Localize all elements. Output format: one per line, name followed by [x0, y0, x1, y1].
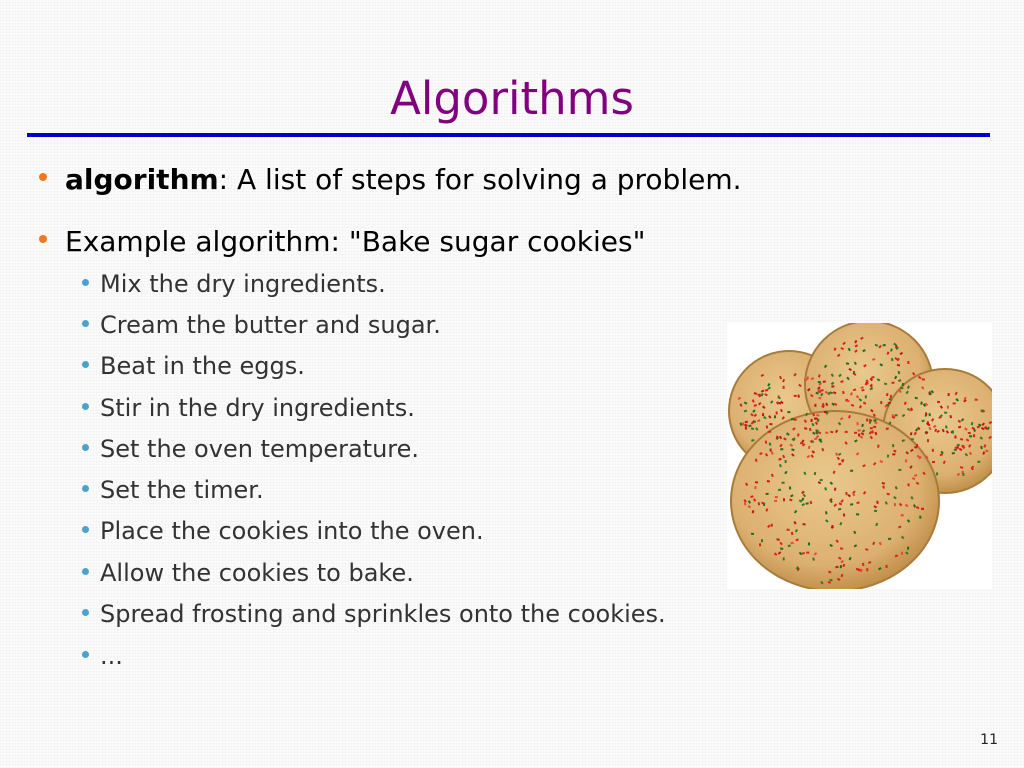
sprinkle — [783, 498, 785, 501]
sprinkle — [819, 439, 822, 441]
sprinkle — [806, 552, 809, 554]
sprinkle — [820, 479, 823, 481]
step-item — [82, 475, 264, 505]
sub-bullet-dot — [82, 361, 89, 368]
sprinkle — [977, 461, 980, 463]
sprinkle — [880, 401, 882, 404]
cookie-image — [727, 323, 992, 589]
sprinkle — [762, 413, 764, 416]
sprinkle — [767, 480, 770, 482]
step-item — [82, 641, 123, 671]
sprinkle — [825, 432, 828, 434]
sprinkle — [892, 444, 894, 447]
sprinkle — [874, 510, 877, 512]
sprinkle — [776, 436, 778, 439]
sprinkle — [968, 432, 971, 434]
sprinkle — [954, 435, 956, 438]
sprinkle — [890, 395, 892, 398]
sprinkle — [856, 568, 859, 570]
sprinkle — [854, 432, 857, 434]
slide-title: Algorithms — [390, 72, 634, 125]
step-item — [82, 393, 415, 423]
sprinkle — [870, 427, 873, 429]
sprinkle — [785, 460, 787, 463]
sprinkle — [858, 433, 860, 436]
sprinkle — [866, 568, 868, 571]
sprinkle — [791, 418, 794, 420]
sprinkle — [794, 395, 797, 397]
sprinkle — [975, 399, 978, 401]
step-item — [82, 351, 305, 381]
term-bold: algorithm — [65, 163, 219, 196]
sprinkle — [907, 483, 909, 486]
bullet-definition — [39, 162, 742, 198]
sub-bullet-dot — [82, 403, 89, 410]
sprinkle — [973, 434, 975, 437]
sprinkle — [814, 417, 817, 419]
sprinkle — [814, 404, 816, 407]
sprinkle — [927, 439, 929, 442]
sprinkle — [920, 402, 922, 405]
sprinkle — [840, 565, 842, 568]
sprinkle — [907, 361, 909, 364]
sprinkle — [818, 381, 821, 383]
step-text: Allow the cookies to bake. — [100, 559, 414, 587]
sprinkle — [787, 411, 790, 413]
sprinkle — [787, 529, 790, 531]
sprinkle — [755, 459, 757, 462]
sprinkle — [891, 382, 894, 384]
sprinkle — [850, 470, 853, 472]
sprinkle — [834, 488, 836, 491]
sprinkle — [858, 429, 861, 431]
sprinkle — [782, 482, 785, 484]
sprinkle — [869, 421, 871, 424]
sprinkle — [857, 422, 859, 425]
sprinkle — [894, 414, 897, 416]
sprinkle — [969, 435, 972, 437]
sprinkle — [900, 387, 903, 389]
sprinkle — [865, 395, 867, 398]
sprinkle — [948, 393, 950, 396]
step-item — [82, 310, 441, 340]
sprinkle — [850, 503, 853, 505]
cookie-front — [731, 411, 939, 589]
sprinkle — [766, 493, 769, 495]
sprinkle — [757, 394, 760, 396]
sub-bullet-dot — [82, 279, 89, 286]
example-text: Example algorithm: "Bake sugar cookies" — [65, 225, 646, 258]
sprinkle — [886, 565, 888, 568]
sprinkle — [810, 419, 812, 422]
sprinkle — [761, 539, 763, 542]
sprinkle — [770, 449, 772, 452]
sprinkle — [751, 533, 754, 535]
sprinkle — [780, 548, 783, 550]
sprinkle — [871, 430, 873, 433]
bullet-example — [39, 224, 645, 260]
sprinkle — [783, 557, 785, 560]
sprinkle — [925, 412, 927, 415]
sprinkle — [742, 422, 744, 425]
sprinkle — [929, 413, 931, 416]
step-item — [82, 269, 386, 299]
sprinkle — [932, 449, 934, 452]
sprinkle — [952, 452, 955, 454]
step-item — [82, 516, 484, 546]
sprinkle — [914, 446, 917, 448]
sprinkle — [892, 453, 895, 455]
sprinkle — [780, 448, 783, 450]
step-text: Stir in the dry ingredients. — [100, 394, 415, 422]
step-item — [82, 558, 414, 588]
sprinkle — [774, 500, 777, 502]
sub-bullet-dot — [82, 485, 89, 492]
sprinkle — [769, 423, 772, 425]
sprinkle — [775, 496, 778, 498]
step-text: Mix the dry ingredients. — [100, 270, 386, 298]
definition-text: : A list of steps for solving a problem. — [218, 163, 742, 196]
sprinkle — [898, 469, 901, 471]
step-text: ... — [100, 642, 123, 670]
sprinkle — [953, 402, 956, 404]
sprinkle — [808, 542, 810, 545]
step-text: Set the oven temperature. — [100, 435, 420, 463]
sprinkle — [905, 459, 907, 462]
sprinkle — [744, 502, 746, 505]
sprinkle — [873, 426, 876, 428]
sprinkle — [847, 400, 850, 402]
sprinkle — [783, 386, 785, 389]
sprinkle — [883, 344, 886, 346]
sprinkle — [856, 513, 859, 515]
sprinkle — [901, 552, 903, 555]
sprinkle — [932, 461, 935, 463]
bullet-dot — [39, 235, 47, 243]
step-text: Place the cookies into the oven. — [100, 517, 484, 545]
sprinkle — [947, 406, 949, 409]
sprinkle — [811, 441, 814, 443]
sprinkle — [754, 486, 756, 489]
sprinkle — [866, 419, 868, 422]
step-text: Set the timer. — [100, 476, 264, 504]
sprinkle — [759, 543, 761, 546]
sprinkle — [888, 538, 891, 540]
page-number: 11 — [980, 732, 998, 748]
step-item — [82, 434, 419, 464]
sprinkle — [776, 411, 778, 414]
sub-bullet-dot — [82, 526, 89, 533]
sprinkle — [845, 431, 848, 433]
sprinkle — [937, 401, 940, 403]
sub-bullet-dot — [82, 651, 89, 658]
sub-bullet-dot — [82, 320, 89, 327]
sprinkle — [789, 486, 791, 489]
sprinkle — [894, 503, 896, 506]
sprinkle — [944, 412, 947, 414]
title-divider — [27, 133, 990, 137]
step-text: Spread frosting and sprinkles onto the cookies. — [100, 600, 666, 628]
sub-bullet-dot — [82, 568, 89, 575]
bullet-dot — [39, 173, 47, 181]
sprinkle — [771, 524, 773, 527]
step-text: Cream the butter and sugar. — [100, 311, 441, 339]
sub-bullet-dot — [82, 444, 89, 451]
sprinkle — [820, 389, 823, 391]
sprinkle — [911, 438, 914, 440]
step-item — [82, 599, 666, 629]
step-text: Beat in the eggs. — [100, 352, 305, 380]
sprinkle — [919, 516, 921, 519]
sprinkle — [873, 419, 876, 421]
sprinkle — [794, 419, 797, 421]
sprinkle — [952, 430, 954, 433]
sub-bullet-dot — [82, 609, 89, 616]
sprinkle — [887, 454, 889, 457]
